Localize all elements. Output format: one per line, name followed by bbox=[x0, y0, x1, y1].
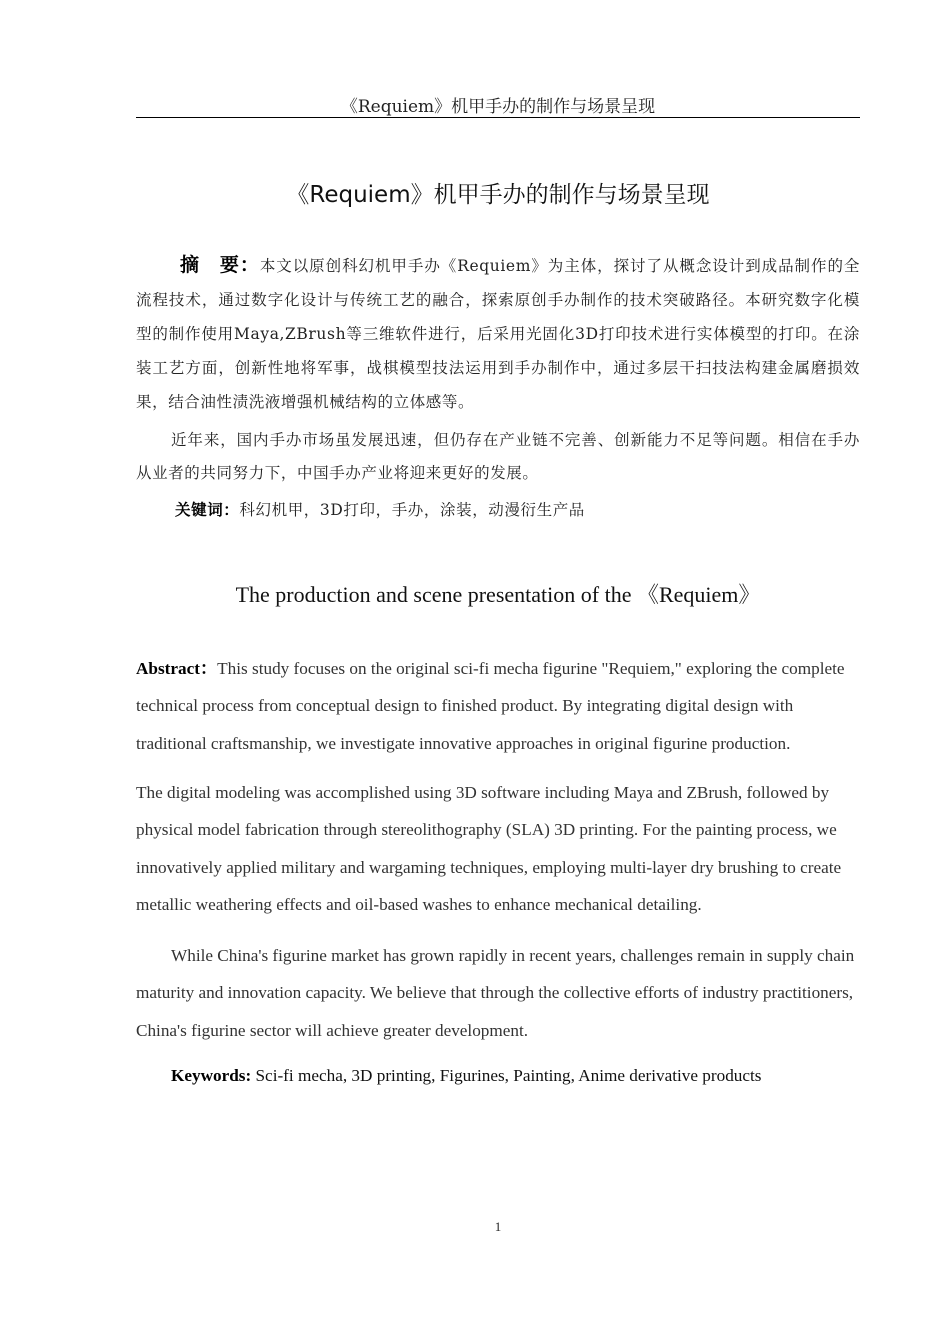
english-keywords bbox=[171, 1066, 762, 1086]
english-abstract-paragraph-2: The digital modeling was accomplished using 3D software including Maya and ZBrush, followed by physical model fabrication through stereolithography (SLA) 3D printing. For the painting process, we innovatively applied military and wargaming techniques, employing multi-layer dry brushing to create metallic weathering effects and oil-based washes to enhance mechanical detailing. bbox=[136, 783, 842, 914]
running-header: 《Requiem》机甲手办的制作与场景呈现 bbox=[340, 97, 656, 117]
chinese-abstract-text: 本文以原创科幻机甲手办《Requiem》为主体，探讨了从概念设计到成品制作的全流程技术，通过数字化设计与传统工艺的融合，探索原创手办制作的技术突破路径。本研究数字化模型的制作使用Maya,ZBrush等三维软件进行，后采用光固化3D打印技术进行实体模型的打印。在涂装工艺方面，创新性地将军事，战棋模型技法运用到手办制作中，通过多层干扫技法构建金属磨损效果，结合油性渍洗液增强机械结构的立体感等。 bbox=[136, 257, 860, 411]
chinese-keywords-text: 科幻机甲，3D打印，手办，涂装，动漫衍生产品 bbox=[239, 501, 585, 519]
english-keywords-label: Keywords: bbox=[171, 1066, 252, 1085]
chinese-keywords bbox=[175, 498, 585, 520]
english-abstract-label: Abstract： bbox=[136, 659, 218, 678]
english-abstract-paragraph-3: While China's figurine market has grown rapidly in recent years, challenges remain in supply chain maturity and innovation capacity. We believe that through the collective efforts of industry practitioners, China's figurine sector will achieve greater development. bbox=[136, 946, 855, 1040]
chinese-title: 《Requiem》机甲手办的制作与场景呈现 bbox=[286, 182, 710, 208]
chinese-keywords-label: 关键词： bbox=[175, 501, 240, 519]
english-keywords-text: Sci-fi mecha, 3D printing, Figurines, Painting, Anime derivative products bbox=[255, 1066, 762, 1085]
chinese-abstract-paragraph-2: 近年来，国内手办市场虽发展迅速，但仍存在产业链不完善、创新能力不足等问题。相信在手办从业者的共同努力下，中国手办产业将迎来更好的发展。 bbox=[136, 431, 860, 482]
english-title: The production and scene presentation of the 《Requiem》 bbox=[235, 582, 761, 607]
chinese-abstract-label: 摘 要： bbox=[180, 254, 260, 276]
page-number: 1 bbox=[494, 1219, 502, 1234]
english-abstract bbox=[136, 650, 860, 762]
english-abstract-text: This study focuses on the original sci-fi mecha figurine "Requiem," exploring the complete technical process from conceptual design to finished product. By integrating digital design with traditional craftsmanship, we investigate innovative approaches in original figurine production. bbox=[136, 659, 845, 753]
header-rule bbox=[136, 117, 860, 118]
chinese-abstract bbox=[136, 248, 860, 419]
